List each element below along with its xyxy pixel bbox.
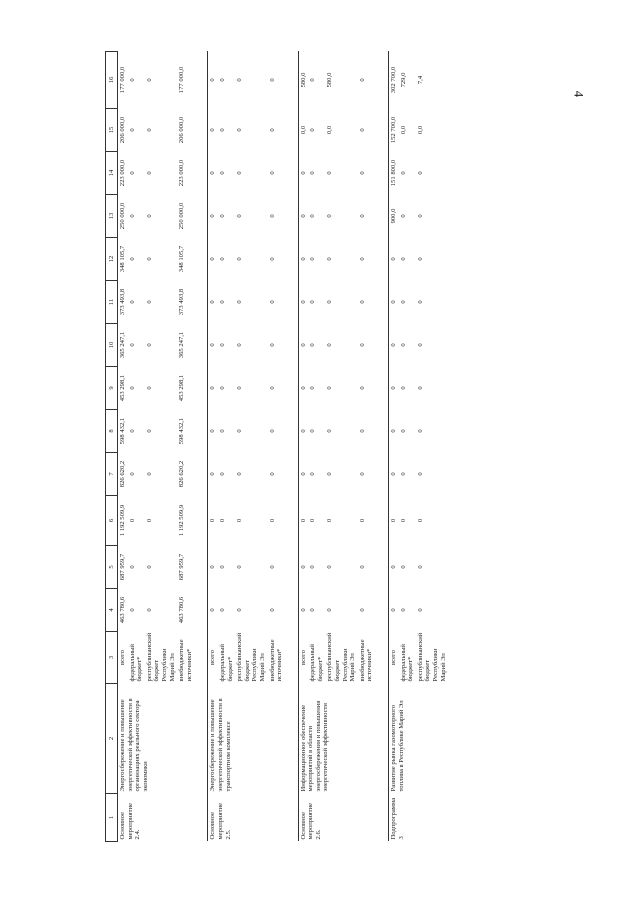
- value-cell: 0: [309, 565, 317, 569]
- value-cell: 0: [268, 565, 276, 569]
- activity-code: Подпрограмма 3: [389, 794, 462, 842]
- value-cell: 0: [358, 518, 366, 523]
- value-cell: 0: [399, 472, 407, 476]
- value-cell: 598 432,1: [118, 410, 128, 453]
- rotated-table-container: [105, 67, 550, 842]
- value-cell: 687 959,7: [118, 546, 128, 589]
- funding-source: федеральный бюджет*: [128, 644, 144, 682]
- value-cell: 826 620,2: [118, 453, 128, 496]
- value-cell: 1 192 509,9: [178, 504, 186, 537]
- value-cell: 0: [309, 472, 317, 476]
- value-cell: 0: [128, 214, 136, 218]
- value-cell: 0: [236, 214, 244, 218]
- column-header: 12: [106, 238, 118, 281]
- value-cell: 687 959,7: [178, 553, 186, 581]
- value-cell: 0: [298, 546, 308, 589]
- activity-code: Основное мероприятие 2.6.: [298, 794, 388, 842]
- value-cell: 0: [208, 546, 218, 589]
- value-cell: 0: [358, 257, 366, 261]
- value-cell: 0: [268, 343, 276, 347]
- value-cell: 0,0: [416, 125, 424, 135]
- value-cell: 0: [236, 608, 244, 612]
- value-cell: 0: [389, 324, 399, 367]
- value-cell: 0: [208, 453, 218, 496]
- column-header: 15: [106, 109, 118, 152]
- value-cell: 598 432,1: [178, 417, 186, 445]
- value-cell: 0: [416, 214, 424, 218]
- value-cell: 0: [268, 518, 276, 523]
- value-cell: 0: [128, 608, 136, 612]
- value-cell: 223 000,0: [118, 152, 128, 195]
- value-cell: 0: [145, 565, 153, 569]
- funding-source: республиканский бюджет Республики Марий Эл: [145, 632, 176, 682]
- value-cell: 0: [416, 386, 424, 390]
- value-cell: 0: [309, 343, 317, 347]
- value-cell: 0: [326, 214, 334, 218]
- value-cell: 0: [145, 300, 153, 304]
- funding-source: всего: [389, 632, 399, 684]
- value-cell: 0: [208, 410, 218, 453]
- value-cell: 0: [208, 238, 218, 281]
- value-cell: 0: [128, 257, 136, 261]
- value-cell: 206 000,0: [178, 116, 186, 144]
- value-cell: 365 247,1: [178, 331, 186, 359]
- value-cell: 0: [128, 565, 136, 569]
- funding-source: федеральный бюджет*: [399, 644, 415, 682]
- value-cell: 0: [236, 78, 244, 82]
- value-cell: 0: [236, 300, 244, 304]
- value-cell: 0: [326, 257, 334, 261]
- value-cell: 0: [128, 472, 136, 476]
- value-cell: 0: [268, 257, 276, 261]
- funding-source: внебюджетные источники*: [268, 639, 284, 682]
- value-cell: 0: [389, 589, 399, 632]
- value-cell: 0: [389, 453, 399, 496]
- table-row: [208, 52, 218, 842]
- value-cell: 0: [236, 386, 244, 390]
- value-cell: 0,0: [298, 109, 308, 152]
- value-cell: 348 105,7: [118, 238, 128, 281]
- value-cell: 152 700,0: [389, 109, 399, 152]
- value-cell: 0: [218, 128, 226, 132]
- value-cell: 0: [208, 589, 218, 632]
- value-cell: 0: [145, 386, 153, 390]
- value-cell: 0: [145, 78, 153, 82]
- value-cell: 0: [208, 109, 218, 152]
- activity-code: Основное мероприятие 2.5.: [208, 794, 298, 842]
- column-header: 10: [106, 324, 118, 367]
- funding-source: всего: [298, 632, 308, 684]
- value-cell: 0: [399, 386, 407, 390]
- value-cell: 0: [389, 367, 399, 410]
- value-cell: 0: [358, 78, 366, 82]
- value-cell: 0: [358, 171, 366, 175]
- funding-source: федеральный бюджет*: [309, 644, 324, 682]
- value-cell: 0: [326, 343, 334, 347]
- value-cell: 0: [309, 128, 317, 132]
- value-cell: 0: [309, 386, 317, 390]
- value-cell: 0: [416, 300, 424, 304]
- table-row: [389, 52, 399, 842]
- column-header: 9: [106, 367, 118, 410]
- value-cell: 0: [145, 128, 153, 132]
- value-cell: 0: [399, 257, 407, 261]
- table-row: [298, 52, 308, 842]
- value-cell: 0: [128, 343, 136, 347]
- value-cell: 0: [236, 128, 244, 132]
- funding-source: республиканский бюджет Республики Марий Эл: [326, 632, 357, 682]
- value-cell: 0: [268, 300, 276, 304]
- value-cell: 900,0: [389, 195, 399, 238]
- value-cell: 0: [309, 608, 317, 612]
- value-cell: 0: [416, 171, 424, 175]
- value-cell: 0: [218, 518, 226, 523]
- value-cell: 580,0: [326, 72, 334, 88]
- table-header: [106, 52, 118, 842]
- value-cell: 0: [268, 608, 276, 612]
- value-cell: 0: [128, 171, 136, 175]
- value-cell: 0: [358, 128, 366, 132]
- value-cell: 0: [358, 429, 366, 433]
- activity-code: Основное мероприятие 2.4.: [118, 794, 208, 842]
- value-cell: 0,0: [399, 125, 407, 135]
- value-cell: 0: [309, 257, 317, 261]
- value-cell: 0: [128, 386, 136, 390]
- column-header: 16: [106, 52, 118, 109]
- column-header: 5: [106, 546, 118, 589]
- value-cell: 0: [236, 518, 244, 523]
- value-cell: 0: [218, 257, 226, 261]
- value-cell: 0: [389, 281, 399, 324]
- value-cell: 0: [236, 429, 244, 433]
- value-cell: 177 000,0: [118, 52, 128, 109]
- value-cell: 0: [145, 608, 153, 612]
- value-cell: 151 800,0: [389, 152, 399, 195]
- value-cell: 365 247,1: [118, 324, 128, 367]
- value-cell: 0: [145, 171, 153, 175]
- value-cell: 0: [208, 152, 218, 195]
- value-cell: 0: [416, 257, 424, 261]
- value-cell: 250 000,0: [178, 202, 186, 230]
- value-cell: 0: [128, 429, 136, 433]
- value-cell: 0: [416, 518, 424, 523]
- value-cell: 0: [389, 546, 399, 589]
- funding-source: всего: [118, 632, 128, 684]
- funding-source: республиканский бюджет Республики Марий Эл: [416, 632, 447, 682]
- column-header: 1: [106, 794, 118, 842]
- value-cell: 0: [145, 214, 153, 218]
- value-cell: 0: [128, 128, 136, 132]
- value-cell: 0: [298, 410, 308, 453]
- value-cell: 0: [298, 281, 308, 324]
- funding-source: республиканский бюджет Республики Марий Эл: [236, 632, 266, 682]
- value-cell: 0: [298, 367, 308, 410]
- value-cell: 0: [399, 343, 407, 347]
- value-cell: 0: [208, 195, 218, 238]
- value-cell: 0: [326, 472, 334, 476]
- value-cell: 0: [298, 589, 308, 632]
- value-cell: 0: [236, 565, 244, 569]
- value-cell: 463 780,6: [118, 589, 128, 632]
- value-cell: 0: [218, 214, 226, 218]
- column-header: 14: [106, 152, 118, 195]
- value-cell: 0: [218, 300, 226, 304]
- value-cell: 0: [208, 496, 218, 546]
- value-cell: 0: [326, 171, 334, 175]
- value-cell: 0: [268, 78, 276, 82]
- page-number: 4: [571, 90, 587, 98]
- value-cell: 0: [416, 343, 424, 347]
- value-cell: 0: [218, 429, 226, 433]
- value-cell: 0: [358, 608, 366, 612]
- value-cell: 0: [268, 171, 276, 175]
- value-cell: 0: [145, 429, 153, 433]
- value-cell: 0: [389, 410, 399, 453]
- value-cell: 0: [309, 429, 317, 433]
- value-cell: 0: [145, 472, 153, 476]
- value-cell: 0: [218, 343, 226, 347]
- table-row: [118, 52, 128, 842]
- value-cell: 463 780,6: [178, 596, 186, 624]
- value-cell: 0: [268, 128, 276, 132]
- value-cell: 0: [208, 281, 218, 324]
- value-cell: 0: [218, 171, 226, 175]
- value-cell: 0: [309, 78, 317, 82]
- value-cell: 0: [399, 518, 407, 523]
- value-cell: 0: [358, 472, 366, 476]
- value-cell: 0: [358, 343, 366, 347]
- value-cell: 0: [326, 565, 334, 569]
- value-cell: 0: [416, 565, 424, 569]
- value-cell: 0: [298, 195, 308, 238]
- value-cell: 0: [236, 257, 244, 261]
- value-cell: 302 700,0: [389, 52, 399, 109]
- value-cell: 729,0: [399, 72, 407, 88]
- value-cell: 0: [145, 257, 153, 261]
- value-cell: 0: [298, 324, 308, 367]
- header-row: [106, 52, 118, 842]
- table-body: [118, 52, 462, 842]
- value-cell: 453 298,1: [118, 367, 128, 410]
- funding-source: внебюджетные источники*: [358, 639, 374, 682]
- value-cell: 0: [268, 214, 276, 218]
- value-cell: 0: [309, 171, 317, 175]
- value-cell: 0: [309, 518, 317, 523]
- value-cell: 0: [218, 472, 226, 476]
- value-cell: 0: [358, 214, 366, 218]
- value-cell: 0: [358, 565, 366, 569]
- activity-name: Энергосбережение и повышение энергетической эффективности в транспортном комплексе: [208, 684, 298, 794]
- column-header: 11: [106, 281, 118, 324]
- activity-name: Энергосбережение и повышение энергетической эффективности в организациях реального сектора экономики: [118, 684, 208, 794]
- value-cell: 0: [145, 518, 153, 523]
- value-cell: 0: [399, 300, 407, 304]
- value-cell: 0: [416, 608, 424, 612]
- funding-source: федеральный бюджет*: [218, 644, 234, 682]
- value-cell: 580,0: [298, 52, 308, 109]
- value-cell: 0: [218, 565, 226, 569]
- value-cell: 0: [268, 386, 276, 390]
- value-cell: 0: [326, 429, 334, 433]
- value-cell: 0: [208, 367, 218, 410]
- value-cell: 0: [298, 152, 308, 195]
- value-cell: 348 105,7: [178, 245, 186, 273]
- value-cell: 0: [326, 386, 334, 390]
- value-cell: 0: [399, 214, 407, 218]
- value-cell: 0: [326, 608, 334, 612]
- value-cell: 826 620,2: [178, 460, 186, 488]
- value-cell: 177 000,0: [178, 66, 186, 94]
- column-header: 7: [106, 453, 118, 496]
- value-cell: 0: [236, 171, 244, 175]
- column-header: 6: [106, 496, 118, 546]
- value-cell: 0: [298, 453, 308, 496]
- column-header: 13: [106, 195, 118, 238]
- activity-name: Информационное обеспечение мероприятий в области энергосбережения и повышения энергетической эффективности: [298, 684, 388, 794]
- value-cell: 0: [399, 171, 407, 175]
- value-cell: 223 000,0: [178, 159, 186, 187]
- value-cell: 0: [416, 472, 424, 476]
- value-cell: 0: [128, 78, 136, 82]
- value-cell: 0: [218, 386, 226, 390]
- value-cell: 373 493,8: [118, 281, 128, 324]
- value-cell: 0: [298, 238, 308, 281]
- value-cell: 0: [358, 386, 366, 390]
- column-header: 3: [106, 632, 118, 684]
- value-cell: 0: [326, 300, 334, 304]
- funding-source: всего: [208, 632, 218, 684]
- value-cell: 0: [399, 429, 407, 433]
- column-header: 8: [106, 410, 118, 453]
- value-cell: 0,0: [326, 125, 334, 135]
- activity-name: Развитие рынка газомоторного топлива в Республике Марий Эл: [389, 684, 462, 794]
- value-cell: 0: [268, 429, 276, 433]
- value-cell: 0: [389, 238, 399, 281]
- value-cell: 0: [399, 608, 407, 612]
- value-cell: 0: [208, 324, 218, 367]
- value-cell: 0: [389, 496, 399, 546]
- value-cell: 0: [326, 518, 334, 523]
- value-cell: 7,4: [416, 75, 424, 85]
- value-cell: 0: [208, 52, 218, 109]
- value-cell: 0: [236, 472, 244, 476]
- value-cell: 0: [309, 300, 317, 304]
- funding-source: внебюджетные источники*: [178, 639, 193, 682]
- value-cell: 373 493,8: [178, 288, 186, 316]
- value-cell: 0: [218, 78, 226, 82]
- column-header: 4: [106, 589, 118, 632]
- value-cell: 0: [236, 343, 244, 347]
- value-cell: 0: [309, 214, 317, 218]
- value-cell: 0: [128, 518, 136, 523]
- value-cell: 0: [218, 608, 226, 612]
- value-cell: 1 192 509,9: [118, 496, 128, 546]
- value-cell: 0: [399, 565, 407, 569]
- value-cell: 0: [128, 300, 136, 304]
- value-cell: 0: [145, 343, 153, 347]
- column-header: 2: [106, 684, 118, 794]
- value-cell: 0: [416, 429, 424, 433]
- value-cell: 206 000,0: [118, 109, 128, 152]
- value-cell: 0: [358, 300, 366, 304]
- value-cell: 0: [268, 472, 276, 476]
- budget-table: [105, 51, 461, 842]
- value-cell: 250 000,0: [118, 195, 128, 238]
- value-cell: 453 298,1: [178, 374, 186, 402]
- value-cell: 0: [298, 496, 308, 546]
